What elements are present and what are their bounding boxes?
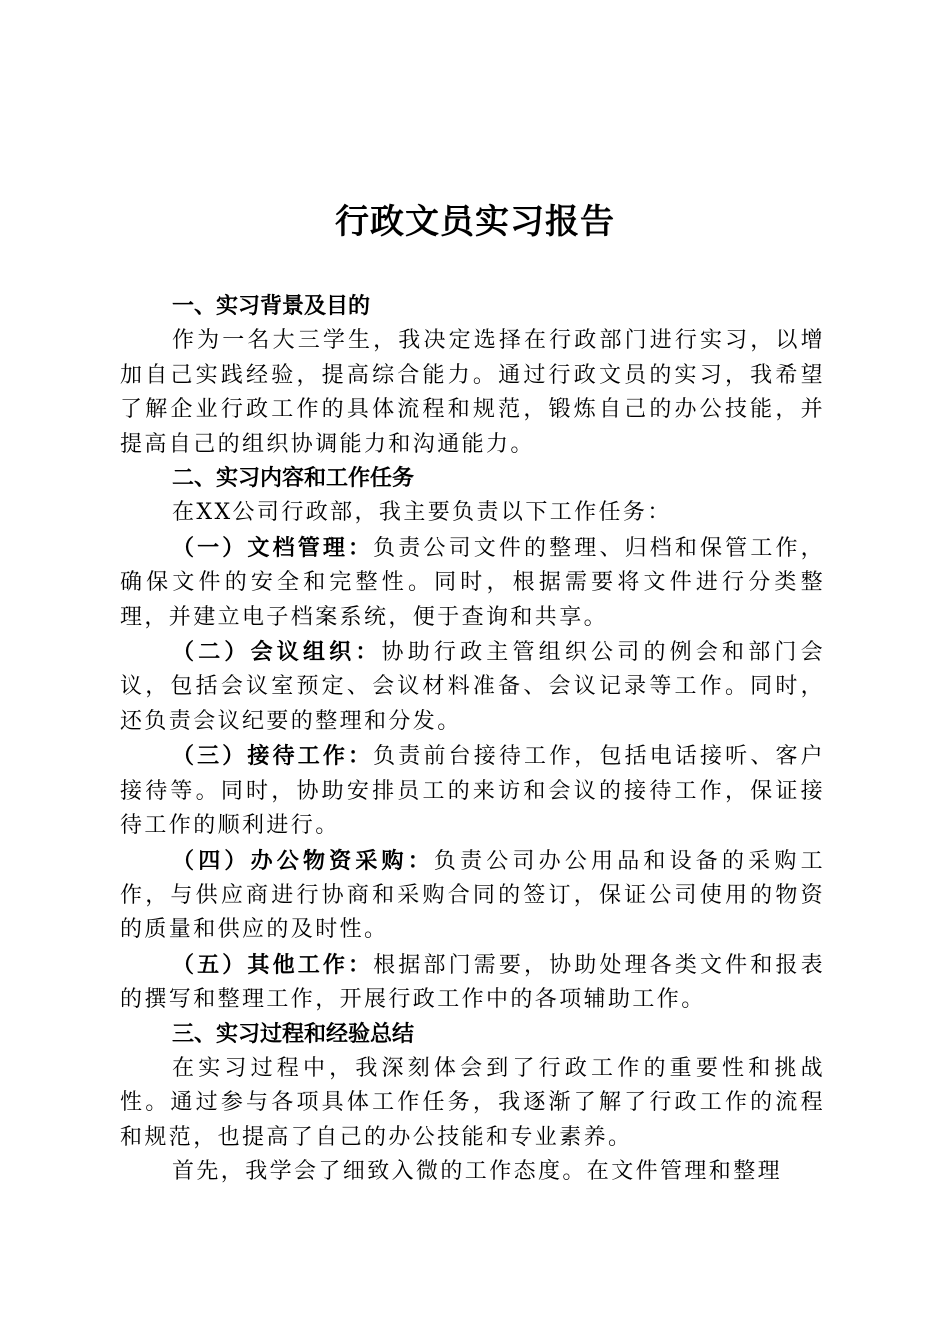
section-heading: 三、实习过程和经验总结 xyxy=(172,1021,415,1047)
item-label: （一）文档管理： xyxy=(172,534,374,561)
paragraph: 在实习过程中，我深刻体会到了行政工作的重要性和挑战性。通过参与各项具体工作任务，我逐渐了解了行政工作的流程和规范，也提高了自己的办公技能和专业素养。 xyxy=(120,1055,825,1150)
item-label: （五）其他工作： xyxy=(172,951,374,978)
item-text: 负责前台接待工作，包括电话接听、客户接待等。同时，协助安排员工的来访和会议的接待工作，保证接待工作的顺利进行。 xyxy=(120,744,826,839)
paragraph: 首先，我学会了细致入微的工作态度。在文件管理和整理 xyxy=(172,1159,783,1185)
list-item xyxy=(120,948,825,1018)
item-text: 协助行政主管组织公司的例会和部门会议，包括会议室预定、会议材料准备、会议记录等工作。同时，还负责会议纪要的整理和分发。 xyxy=(120,640,825,734)
item-text: 负责公司文件的整理、归档和保管工作，确保文件的安全和完整性。同时，根据需要将文件进行分类整理，并建立电子档案系统，便于查询和共享。 xyxy=(120,535,826,630)
item-label: （四）办公物资采购： xyxy=(172,847,434,874)
list-item xyxy=(120,844,825,948)
item-text: 负责公司办公用品和设备的采购工作，与供应商进行协商和采购合同的签订，保证公司使用的物资的质量和供应的及时性。 xyxy=(120,848,825,943)
document-title: 行政文员实习报告 xyxy=(335,202,615,242)
paragraph: 在XX公司行政部，我主要负责以下工作任务： xyxy=(172,500,672,526)
item-text: 根据部门需要，协助处理各类文件和报表的撰写和整理工作，开展行政工作中的各项辅助工作。 xyxy=(120,952,826,1013)
item-label: （二）会议组织： xyxy=(172,639,382,666)
section-heading: 二、实习内容和工作任务 xyxy=(172,466,415,492)
list-item xyxy=(120,635,825,739)
document-body xyxy=(120,290,825,1190)
paragraph: 作为一名大三学生，我决定选择在行政部门进行实习，以增加自己实践经验，提高综合能力。通过行政文员的实习，我希望了解企业行政工作的具体流程和规范，锻炼自己的办公技能，并提高自己的组织协调能力和沟通能力。 xyxy=(120,328,825,457)
list-item xyxy=(120,739,825,843)
section-heading: 一、实习背景及目的 xyxy=(172,294,371,319)
item-label: （三）接待工作： xyxy=(172,743,374,770)
list-item xyxy=(120,531,825,635)
